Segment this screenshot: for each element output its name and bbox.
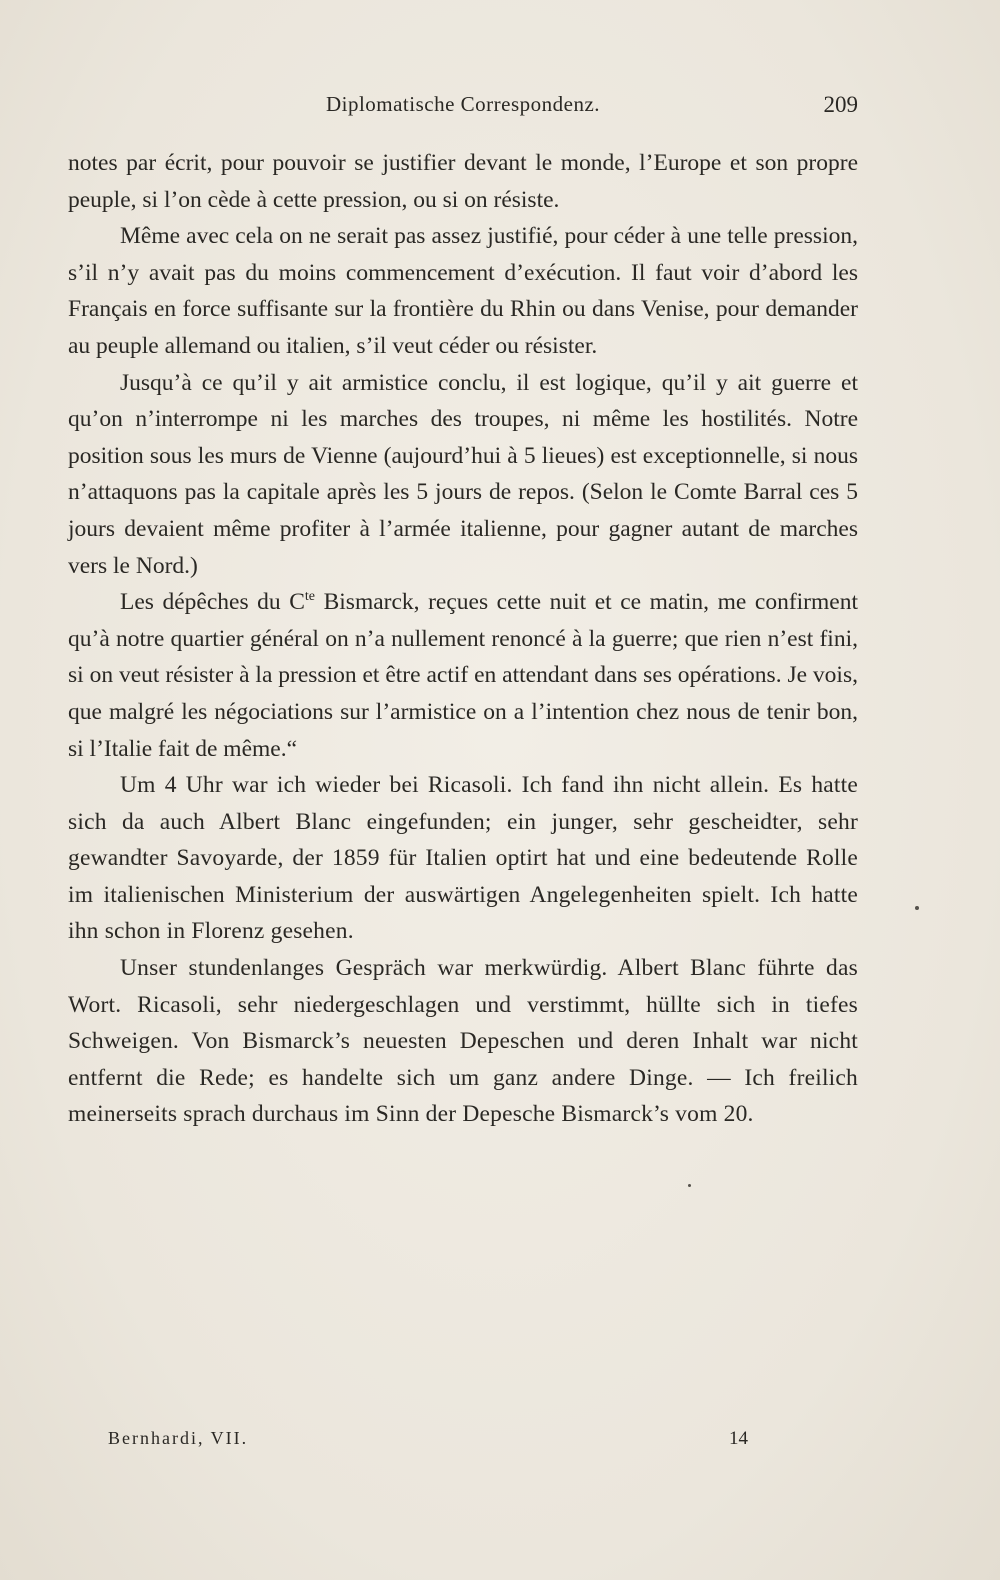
- paper-speck: [915, 906, 919, 910]
- running-head: [68, 92, 858, 122]
- paragraph-4-rest: Bismarck, reçues cette nuit et ce matin, me confirment qu’à notre quartier général on n’a nullement renoncé à la guerre; que rien n’est fini, si on veut résister à la pression et être actif en attendant dans ses opérations. Je vois, que malgré les négociations sur l’armistice on a l’intention chez nous de tenir bon, si l’Italie fait de même.“: [68, 589, 858, 762]
- body-text: [68, 145, 858, 1133]
- paragraph-5: Um 4 Uhr war ich wieder bei Ricasoli. Ich fand ihn nicht allein. Es hatte sich da auch Albert Blanc eingefunden; ein junger, sehr gescheidter, sehr gewandter Savoyarde, der 1859 für Italien optirt hat und eine bedeutende Rolle im italienischen Ministerium der auswärtigen Angelegenheiten spielt. Ich hatte ihn schon in Florenz gesehen.: [68, 772, 858, 945]
- printer-signature: Bernhardi, VII.: [108, 1428, 249, 1448]
- paragraph-1: notes par écrit, pour pouvoir se justifier devant le monde, l’Europe et son propre peuple, si l’on cède à cette pression, ou si on résiste.: [68, 150, 858, 213]
- paragraph-3: Jusqu’à ce qu’il y ait armistice conclu, il est logique, qu’il y ait guerre et qu’on n’interrompe ni les marches des troupes, ni même les hostilités. Notre position sous les murs de Vienne (aujourd’hui à 5 lieues) est exceptionnelle, si nous n’attaquons pas la capitale après les 5 jours de repos. (Selon le Comte Barral ces 5 jours devaient même profiter à l’armée italienne, pour gagner autant de marches vers le Nord.): [68, 369, 858, 579]
- paragraph-2: Même avec cela on ne serait pas assez justifié, pour céder à une telle pression, s’il n’y avait pas du moins commencement d’exécution. Il faut voir d’abord les Français en force suffisante sur la frontière du Rhin ou dans Venise, pour demander au peuple allemand ou italien, s’il veut céder ou résister.: [68, 223, 858, 359]
- paragraph-4-start: Les dépêches du C: [120, 589, 305, 616]
- running-title: Diplomatische Correspondenz.: [325, 92, 601, 116]
- paragraph-4: [68, 584, 858, 767]
- superscript-te: te: [304, 589, 316, 605]
- paragraph-6: Unser stundenlanges Gespräch war merkwürdig. Albert Blanc führte das Wort. Ricasoli, sehr niedergeschlagen und verstimmt, hüllte sich in tiefes Schweigen. Von Bismarck’s neuesten Depeschen und deren Inhalt war nicht entfernt die Rede; es handelte sich um ganz andere Dinge. — Ich freilich meinerseits sprach durchaus im Sinn der Depesche Bismarck’s vom 20.: [68, 955, 858, 1128]
- page-number: 209: [823, 92, 858, 117]
- page-footer: [108, 1428, 808, 1456]
- signature-mark: 14: [729, 1428, 748, 1449]
- paper-speck: [688, 1184, 691, 1187]
